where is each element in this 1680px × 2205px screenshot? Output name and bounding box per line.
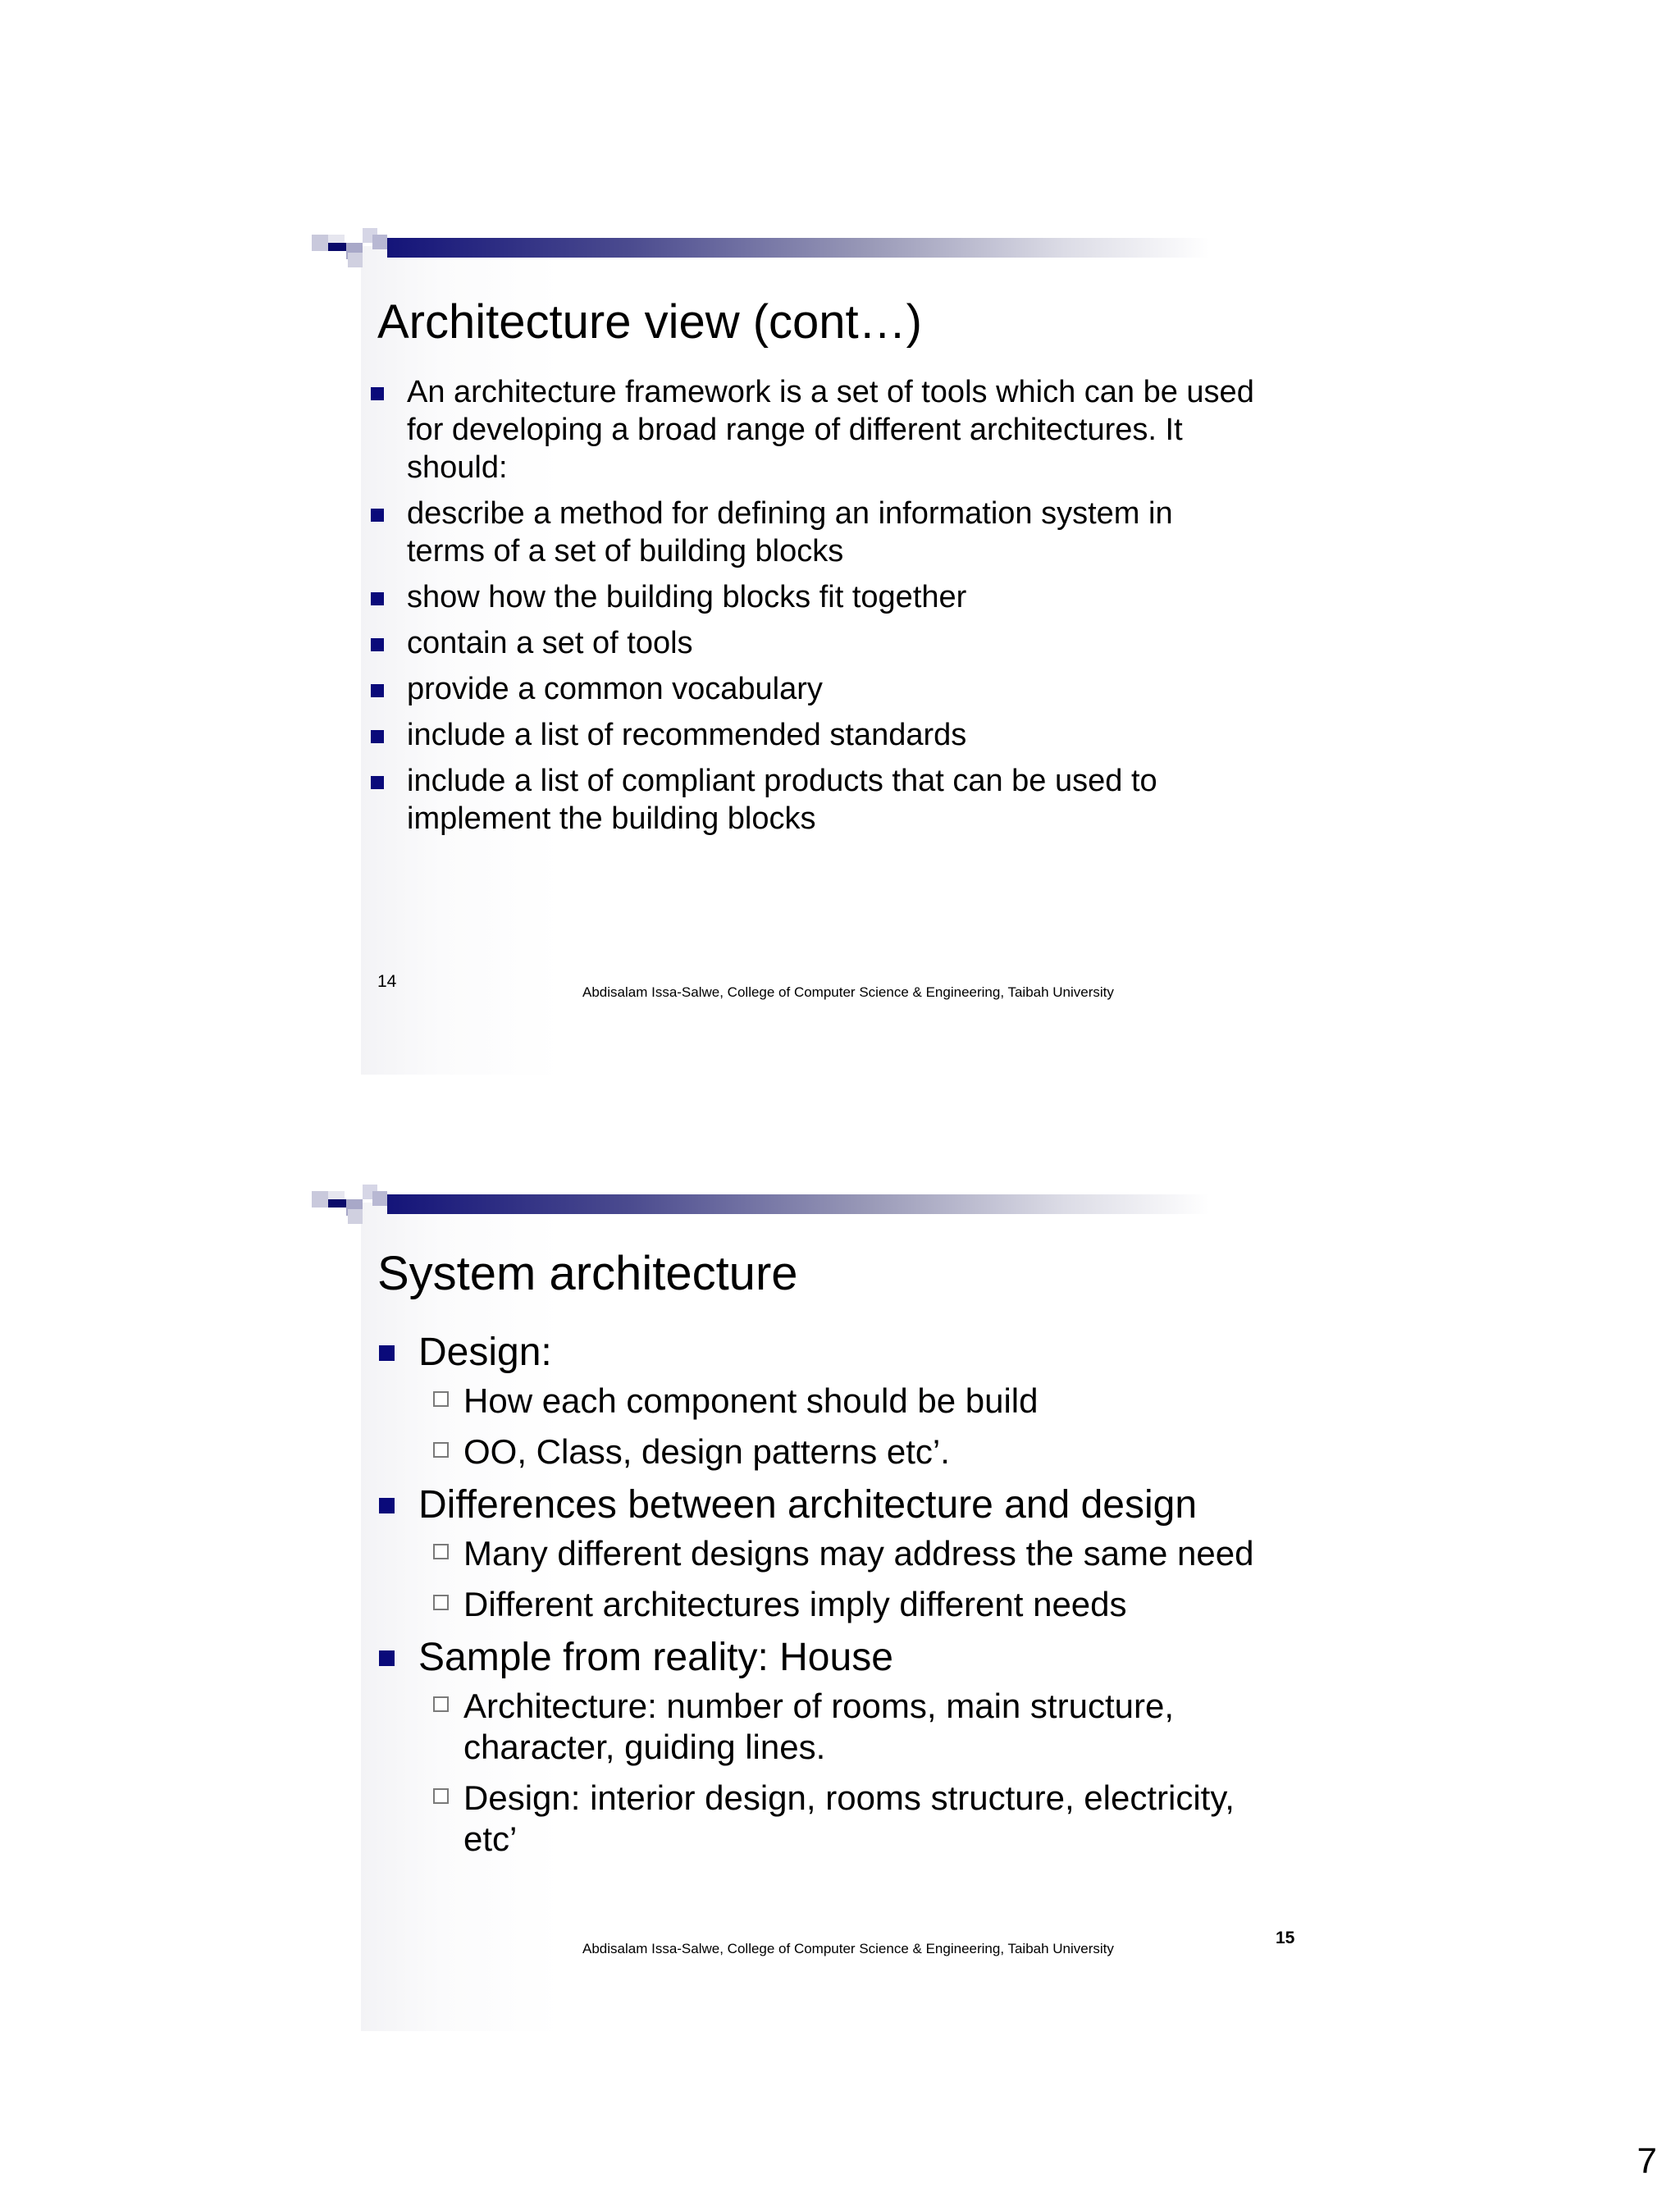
hollow-square-bullet-icon [433, 1595, 449, 1610]
sub-list-item: OO, Class, design patterns etc’. [418, 1431, 1296, 1472]
sub-list-item: Design: interior design, rooms structure, electricity, etc’ [418, 1778, 1296, 1860]
sub-list-item: How each component should be build [418, 1381, 1296, 1422]
hollow-square-bullet-icon [433, 1788, 449, 1804]
square-bullet-icon [379, 1345, 395, 1361]
list-item: An architecture framework is a set of tools which can be used for developing a broad range of different architectures. It should: [369, 373, 1255, 486]
bullet-list [369, 373, 1255, 846]
list-item: show how the building blocks fit together [369, 578, 1255, 616]
list-item: Sample from reality: House Architecture: number of rooms, main structure, character, guiding lines. Design: interior design, rooms structure, electricity, etc’ [377, 1635, 1296, 1860]
sub-list [418, 1533, 1296, 1625]
square-bullet-icon [379, 1650, 395, 1666]
sub-list [418, 1686, 1296, 1860]
list-item: Design: How each component should be build OO, Class, design patterns etc’. [377, 1330, 1296, 1472]
square-bullet-icon [371, 592, 384, 605]
slide-number: 15 [1276, 1929, 1295, 1947]
slide-number: 14 [377, 972, 397, 991]
slide-footer: Abdisalam Issa-Salwe, College of Computer Science & Engineering, Taibah University [582, 1941, 1114, 1956]
square-bullet-icon [371, 730, 384, 743]
sub-list-item: Many different designs may address the same need [418, 1533, 1296, 1574]
hollow-square-bullet-icon [433, 1442, 449, 1458]
square-bullet-icon [371, 509, 384, 522]
list-item: describe a method for defining an information system in terms of a set of building blocks [369, 495, 1255, 570]
slide-title: System architecture [377, 1247, 798, 1300]
page-number: 7 [1637, 2141, 1657, 2181]
list-item: provide a common vocabulary [369, 670, 1255, 708]
hollow-square-bullet-icon [433, 1544, 449, 1559]
sub-list [418, 1381, 1296, 1472]
header-decoration [312, 228, 1362, 269]
bullet-list [377, 1330, 1296, 1869]
sub-list-item: Architecture: number of rooms, main structure, character, guiding lines. [418, 1686, 1296, 1768]
slide-footer: Abdisalam Issa-Salwe, College of Computer Science & Engineering, Taibah University [582, 984, 1114, 1000]
square-bullet-icon [371, 387, 384, 400]
sub-list-item: Different architectures imply different needs [418, 1584, 1296, 1625]
square-bullet-icon [379, 1498, 395, 1513]
list-item: include a list of compliant products that can be used to implement the building blocks [369, 762, 1255, 838]
list-item: Differences between architecture and design Many different designs may address the same need Different architectures imply different needs [377, 1482, 1296, 1625]
hollow-square-bullet-icon [433, 1391, 449, 1407]
list-item: include a list of recommended standards [369, 716, 1255, 754]
hollow-square-bullet-icon [433, 1696, 449, 1712]
square-bullet-icon [371, 776, 384, 789]
slide-15 [312, 1178, 1362, 2031]
list-item: contain a set of tools [369, 624, 1255, 662]
square-bullet-icon [371, 638, 384, 651]
slide-title: Architecture view (cont…) [377, 295, 922, 349]
slide-14 [312, 221, 1362, 1075]
square-bullet-icon [371, 684, 384, 697]
header-decoration [312, 1185, 1362, 1226]
